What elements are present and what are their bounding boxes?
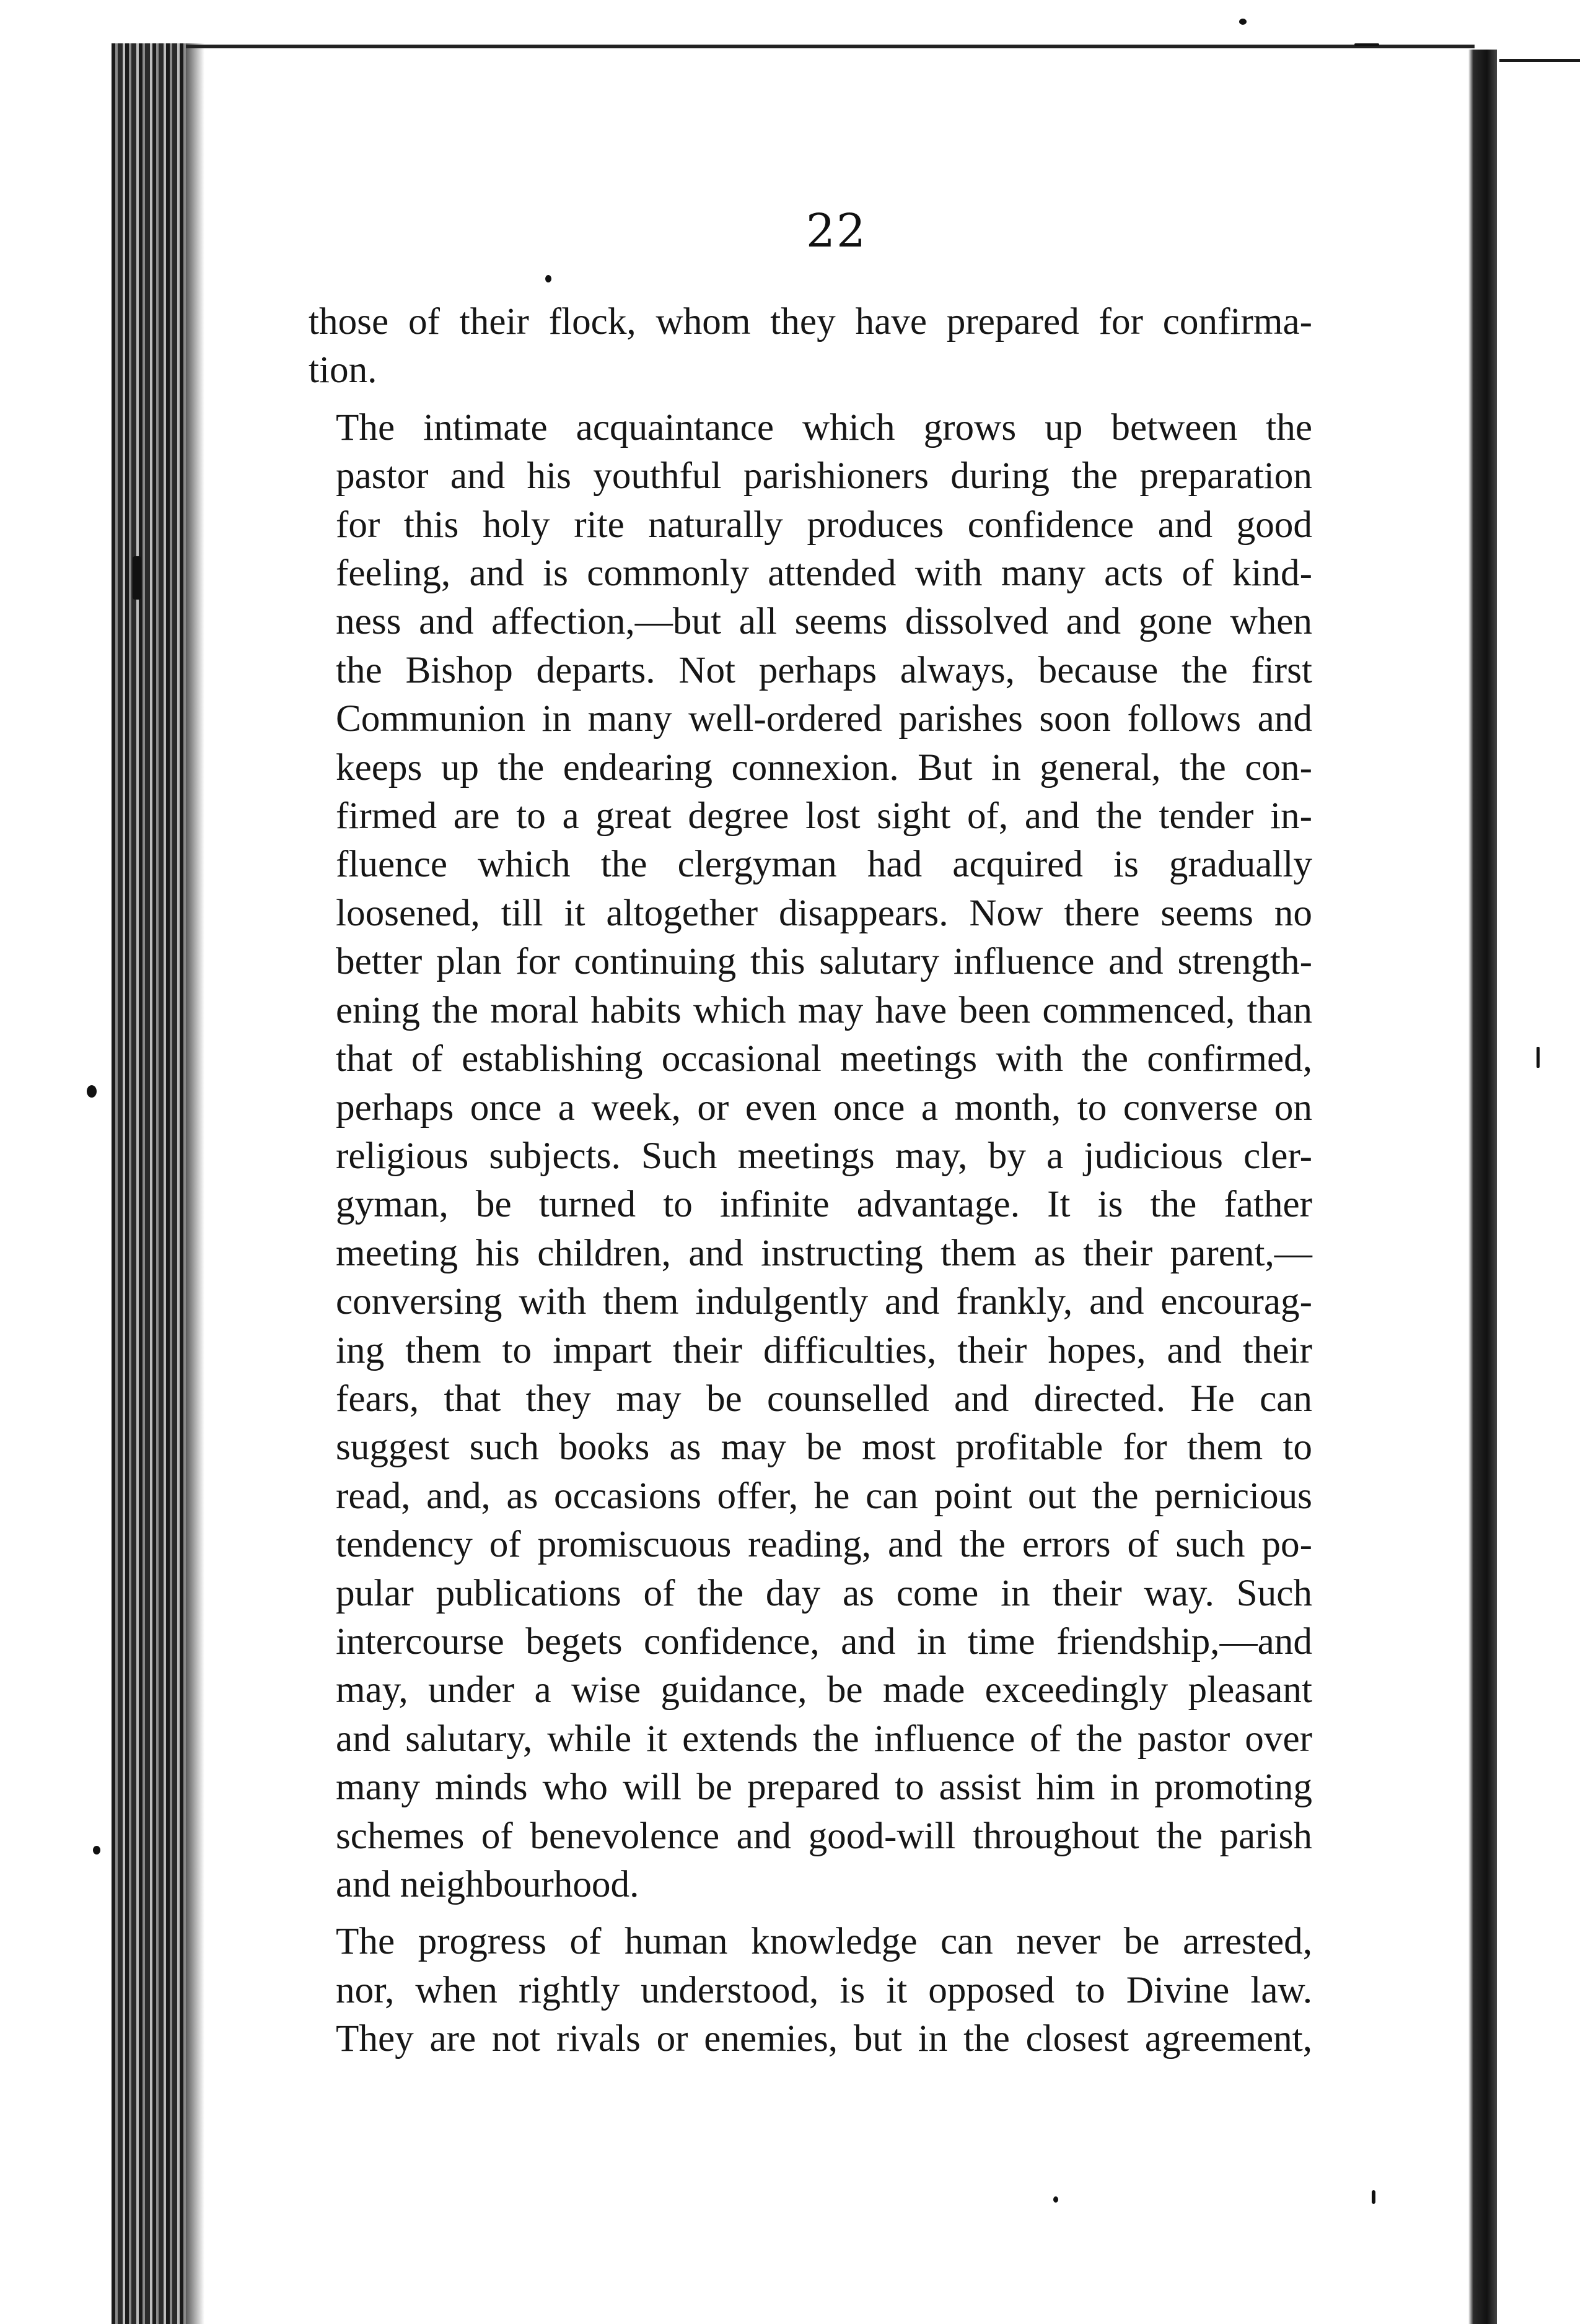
dust-speck — [545, 275, 551, 282]
text-line: tendency of promiscuous reading, and the errors of such po- — [336, 1523, 1312, 1566]
text-line: many minds who will be prepared to assist him in promoting — [336, 1766, 1312, 1809]
text-line: ness and affection,—but all seems dissolved and gone when — [336, 600, 1312, 643]
text-line: gyman, be turned to infinite advantage. It is the father — [336, 1183, 1312, 1226]
text-line: perhaps once a week, or even once a month, to converse on — [336, 1086, 1312, 1129]
page-number: 22 — [805, 204, 867, 258]
text-line: The progress of human knowledge can never be arrested, — [336, 1920, 1312, 1963]
text-line: tion. — [309, 349, 377, 391]
text-line: keeps up the endearing connexion. But in general, the con- — [336, 746, 1312, 788]
text-line: the Bishop departs. Not perhaps always, because the first — [336, 649, 1312, 691]
text-line: ing them to impart their difficulties, their hopes, and their — [336, 1329, 1312, 1371]
binding-shadow — [186, 43, 204, 2324]
text-line: loosened, till it altogether disappears. Now there seems no — [336, 891, 1312, 934]
text-line: religious subjects. Such meetings may, by a judicious cler- — [336, 1134, 1312, 1177]
text-line: read, and, as occasions offer, he can point out the pernicious — [336, 1474, 1312, 1517]
text-line: Communion in many well-ordered parishes soon follows and — [336, 697, 1312, 740]
text-line: that of establishing occasional meetings with the confirmed, — [336, 1038, 1312, 1080]
dust-speck — [87, 1085, 97, 1098]
paragraph-2 — [309, 403, 1312, 1909]
text-line: nor, when rightly understood, is it opposed to Divine law. — [336, 1968, 1312, 2011]
text-line: suggest such books as may be most profitable for them to — [336, 1426, 1312, 1469]
facing-page-top-line — [1499, 59, 1580, 62]
text-line: for this holy rite naturally produces confidence and good — [336, 503, 1312, 546]
page-top-edge — [186, 45, 1475, 48]
dust-speck — [93, 1846, 100, 1854]
text-line: They are not rivals or enemies, but in the closest agreement, — [336, 2017, 1312, 2060]
facing-page-edge — [1468, 50, 1497, 2324]
text-line: fears, that they may be counselled and directed. He can — [336, 1377, 1312, 1420]
paragraph-1 — [309, 297, 1312, 395]
text-line: better plan for continuing this salutary influence and strength- — [336, 940, 1312, 983]
dust-speck — [1053, 2196, 1058, 2203]
dust-speck — [1239, 19, 1247, 25]
text-line: feeling, and is commonly attended with many acts of kind- — [336, 552, 1312, 595]
text-line: intercourse begets confidence, and in time friendship,—and — [336, 1620, 1312, 1662]
text-line: The intimate acquaintance which grows up between the — [336, 406, 1312, 448]
dust-speck — [1537, 1047, 1540, 1068]
dust-speck — [133, 556, 141, 600]
text-line: conversing with them indulgently and frankly, and encourag- — [336, 1280, 1312, 1323]
text-line: pular publications of the day as come in their way. Such — [336, 1571, 1312, 1614]
text-line: ening the moral habits which may have been commenced, than — [336, 989, 1312, 1031]
paragraph-3 — [309, 1917, 1312, 2063]
text-line: pastor and his youthful parishioners during the preparation — [336, 455, 1312, 497]
text-line: meeting his children, and instructing them as their parent,— — [336, 1231, 1312, 1274]
body-text — [309, 297, 1312, 2072]
text-line: fluence which the clergyman had acquired is gradually — [336, 843, 1312, 886]
dust-speck — [1372, 2190, 1375, 2204]
text-line: those of their flock, whom they have prepared for confirma- — [309, 300, 1312, 343]
text-line: firmed are to a great degree lost sight of, and the tender in- — [336, 795, 1312, 837]
text-line: and neighbourhood. — [336, 1863, 639, 1905]
text-line: may, under a wise guidance, be made exceedingly pleasant — [336, 1669, 1312, 1711]
dust-speck — [1354, 43, 1379, 46]
text-line: and salutary, while it extends the influence of the pastor over — [336, 1717, 1312, 1760]
page-binding-edge — [112, 43, 192, 2324]
text-line: schemes of benevolence and good-will throughout the parish — [336, 1814, 1312, 1857]
